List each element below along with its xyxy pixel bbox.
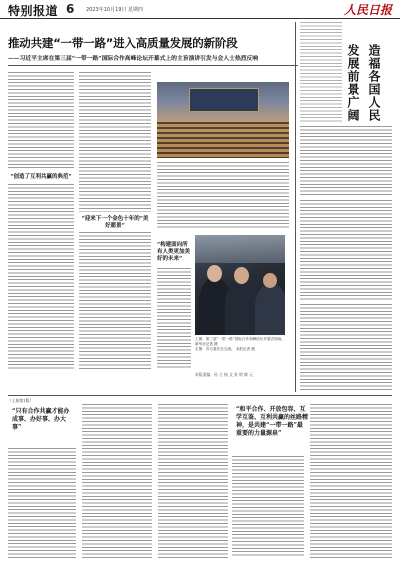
article-subheadline: ——习近平主席在第三届“一带一路”国际合作高峰论坛开幕式上的主旨演讲引发与会人士热烈反响 [8,56,259,62]
page-number: 6 [66,2,75,16]
right-column-intro [300,22,342,122]
right-column-text-1 [300,126,392,196]
right-column-title-2: 造福各国人民 [367,44,381,122]
quote-right: “和平合作、开放包容、互学互鉴、互利共赢的丝路精神，是共建“一带一路”最重要的力量源泉” [236,406,309,437]
date-line: 2023年10月19日 星期四 [86,7,144,13]
bottom-col-3 [158,404,228,558]
bottom-col-5 [310,404,392,558]
article-headline: 推动共建“一带一路”进入高质量发展的新阶段 [8,36,238,50]
section-title: 特别报道 [8,4,59,18]
right-column-text-3 [300,304,392,392]
column-2-text-lower [79,232,151,369]
newspaper-logo: 人民日报 [343,3,392,17]
column-divider [295,22,296,392]
subtitle-3: “构建面向所有人类更加美好的未来” [157,242,191,262]
page-header [0,0,400,19]
person-right [255,285,285,335]
bottom-col-4 [232,456,304,558]
continued-label: （上接第1版） [8,398,34,403]
right-column-text-2 [300,200,392,300]
photo-caption: 上图：第三届“一带一路”国际合作高峰论坛开幕式现场。 新华社记者 摄 右图：各方嘉宾在交流。 本报记者 摄 [195,337,285,351]
subtitle-2: “迎来下一个金色十年的”美好愿景” [79,216,151,230]
subtitle-1: “创造了互利共赢的典范” [8,172,74,180]
column-3-text [157,162,289,228]
quote-left: “只有合作共赢才能办成事、办好事、办大事” [12,408,70,431]
stage-screen [189,88,259,112]
right-column-title-1: 发展前景广阔 [346,44,360,122]
conference-hall-photo [157,82,289,158]
column-3-lower-text [157,268,191,369]
delegates-photo [195,235,285,335]
headline-divider [8,65,298,66]
person-center [225,281,259,335]
editor-credits: 本版责编：孙 立 杨 文 张 明 廖 元 [195,372,253,377]
audience-seats [157,122,289,158]
column-1-text [8,72,74,168]
column-1-text-lower [8,184,74,369]
bottom-section-divider [8,395,392,396]
bottom-col-2 [82,404,152,558]
bottom-col-1 [8,448,76,558]
column-2-text [79,72,151,212]
